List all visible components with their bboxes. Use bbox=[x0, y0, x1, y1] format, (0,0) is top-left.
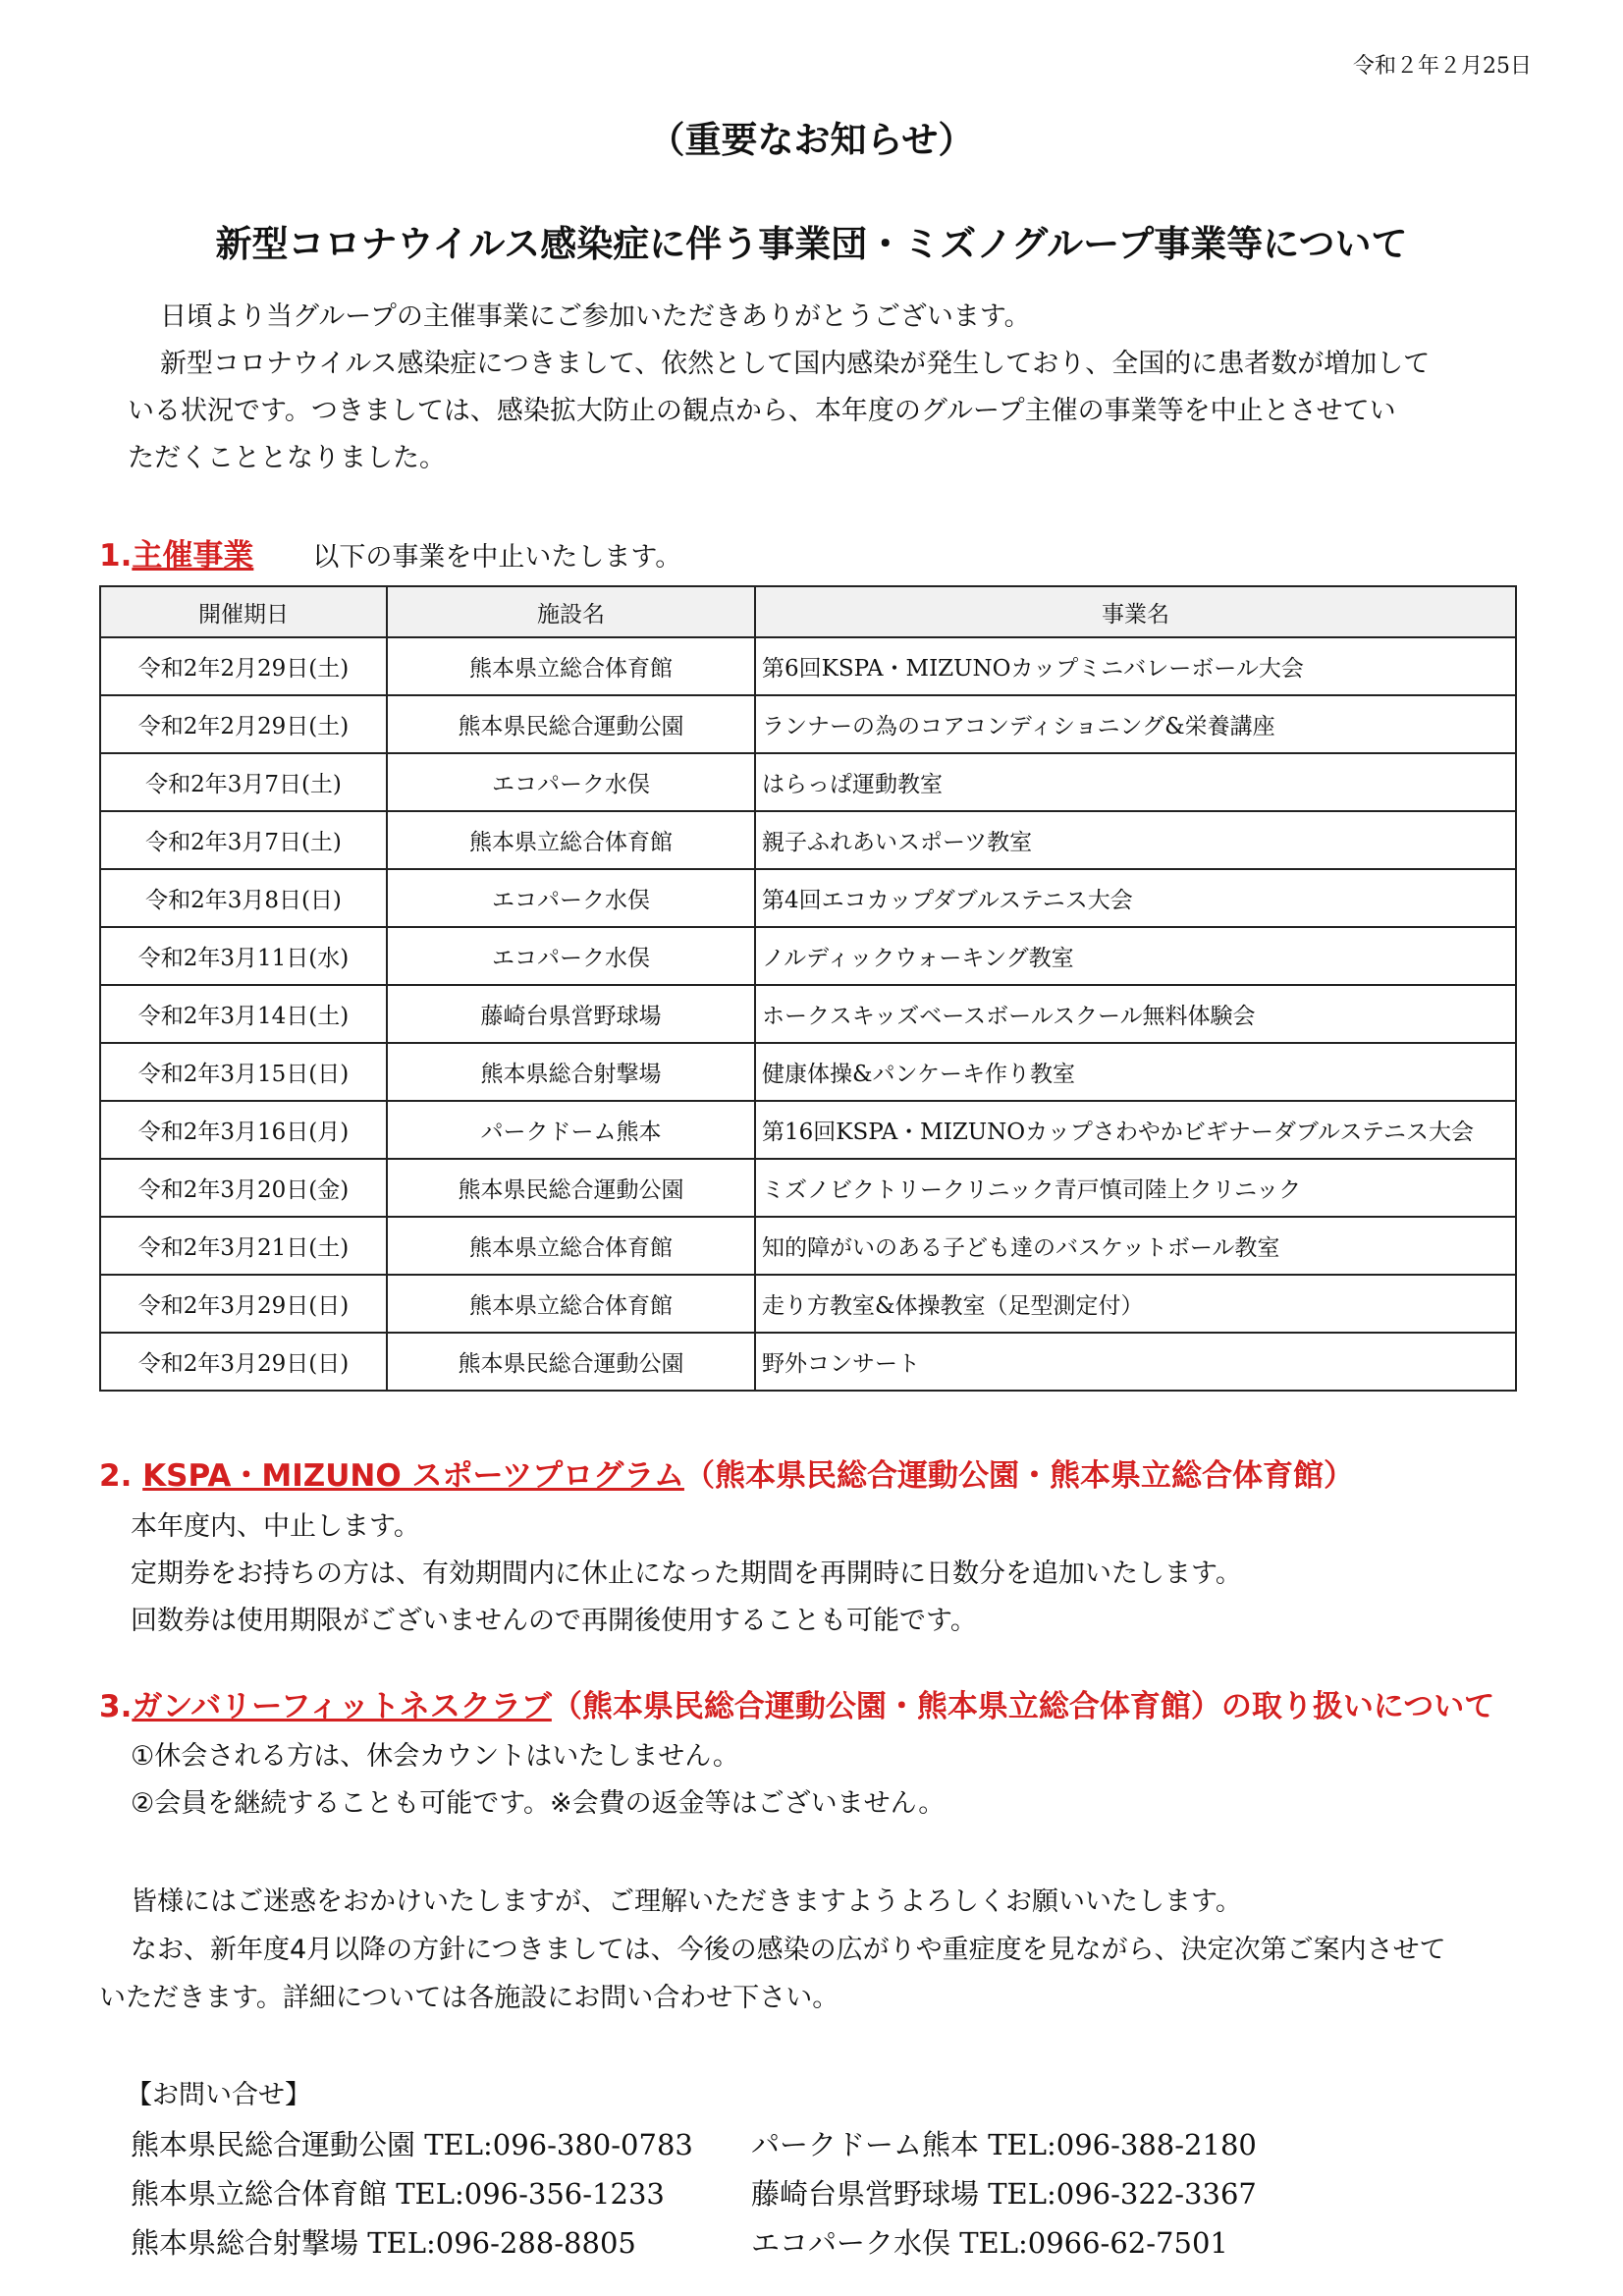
table-row bbox=[100, 1043, 1516, 1101]
cell-facility: 熊本県総合射撃場 bbox=[387, 1043, 755, 1101]
contact-entry: 熊本県立総合体育館 TEL:096-356-1233 bbox=[131, 2177, 665, 2211]
cell-date: 令和2年3月29日(日) bbox=[100, 1333, 387, 1391]
table-row bbox=[100, 811, 1516, 869]
table-row bbox=[100, 869, 1516, 927]
cell-date: 令和2年3月7日(土) bbox=[100, 811, 387, 869]
section2-line: 本年度内、中止します。 bbox=[131, 1511, 420, 1542]
closing-line: いただきます。詳細については各施設にお問い合わせ下さい。 bbox=[99, 1983, 839, 2013]
cell-event: ランナーの為のコアコンディショニング&栄養講座 bbox=[755, 695, 1516, 753]
cell-facility: 熊本県民総合運動公園 bbox=[387, 1333, 755, 1391]
closing-line: 皆様にはご迷惑をおかけいたしますが、ご理解いただきますようよろしくお願いいたします。 bbox=[131, 1886, 1242, 1917]
cell-event: 知的障がいのある子ども達のバスケットボール教室 bbox=[755, 1217, 1516, 1275]
cell-facility: 藤崎台県営野球場 bbox=[387, 985, 755, 1043]
contact-entry: エコパーク水俣 TEL:0966-62-7501 bbox=[751, 2226, 1228, 2260]
header-event: 事業名 bbox=[755, 586, 1516, 637]
cell-event: ノルディックウォーキング教室 bbox=[755, 927, 1516, 985]
cell-facility: 熊本県立総合体育館 bbox=[387, 811, 755, 869]
cell-event: ミズノビクトリークリニック青戸慎司陸上クリニック bbox=[755, 1159, 1516, 1217]
cell-event: ホークスキッズベースボールスクール無料体験会 bbox=[755, 985, 1516, 1043]
section3-title: ガンバリーフィットネスクラブ bbox=[132, 1689, 552, 1724]
cell-event: 第4回エコカップダブルステニス大会 bbox=[755, 869, 1516, 927]
cell-facility: エコパーク水俣 bbox=[387, 869, 755, 927]
closing-line: なお、新年度4月以降の方針につきましては、今後の感染の広がりや重症度を見ながら、決定次第ご案内させて bbox=[131, 1935, 1446, 1965]
table-row bbox=[100, 1101, 1516, 1159]
cell-event: 野外コンサート bbox=[755, 1333, 1516, 1391]
notice-title: （重要なお知らせ） bbox=[648, 119, 975, 161]
cell-date: 令和2年3月8日(日) bbox=[100, 869, 387, 927]
cell-event: 第6回KSPA・MIZUNOカップミニバレーボール大会 bbox=[755, 637, 1516, 695]
section1-number: 1. bbox=[99, 538, 133, 574]
cell-event: 走り方教室&体操教室（足型測定付） bbox=[755, 1275, 1516, 1333]
headline: 新型コロナウイルス感染症に伴う事業団・ミズノグループ事業等について bbox=[215, 223, 1408, 265]
table-row bbox=[100, 927, 1516, 985]
cell-event: 第16回KSPA・MIZUNOカップさわやかビギナーダブルステニス大会 bbox=[755, 1101, 1516, 1159]
intro-line: 新型コロナウイルス感染症につきまして、依然として国内感染が発生しており、全国的に患者数が増加して bbox=[160, 349, 1431, 379]
section2-heading bbox=[99, 1450, 1354, 1495]
table-row bbox=[100, 1333, 1516, 1391]
section3-number: 3. bbox=[99, 1689, 133, 1724]
cell-event: はらっぱ運動教室 bbox=[755, 753, 1516, 811]
cell-date: 令和2年3月14日(土) bbox=[100, 985, 387, 1043]
cell-date: 令和2年2月29日(土) bbox=[100, 637, 387, 695]
section1-note: 以下の事業を中止いたします。 bbox=[312, 542, 682, 573]
contact-entry: 熊本県総合射撃場 TEL:096-288-8805 bbox=[131, 2226, 636, 2260]
intro-line: いる状況です。つきましては、感染拡大防止の観点から、本年度のグループ主催の事業等を中止とさせてい bbox=[128, 396, 1396, 426]
cell-date: 令和2年3月11日(水) bbox=[100, 927, 387, 985]
table-row bbox=[100, 985, 1516, 1043]
cell-facility: 熊本県立総合体育館 bbox=[387, 1275, 755, 1333]
cell-date: 令和2年3月16日(月) bbox=[100, 1101, 387, 1159]
header-date: 開催期日 bbox=[100, 586, 387, 637]
table-row bbox=[100, 695, 1516, 753]
intro-line: ただくこととなりました。 bbox=[128, 443, 446, 473]
section3-line: ①休会される方は、休会カウントはいたしません。 bbox=[131, 1741, 739, 1772]
table-header-row bbox=[100, 586, 1516, 637]
cell-event: 健康体操&パンケーキ作り教室 bbox=[755, 1043, 1516, 1101]
contact-entry: 藤崎台県営野球場 TEL:096-322-3367 bbox=[751, 2177, 1257, 2211]
intro-line: 日頃より当グループの主催事業にご参加いただきありがとうございます。 bbox=[160, 301, 1031, 332]
table-row bbox=[100, 753, 1516, 811]
cell-facility: 熊本県立総合体育館 bbox=[387, 1217, 755, 1275]
cell-event: 親子ふれあいスポーツ教室 bbox=[755, 811, 1516, 869]
section1-title: 主催事業 bbox=[132, 538, 254, 574]
contact-heading: 【お問い合せ】 bbox=[126, 2080, 311, 2110]
cell-date: 令和2年3月29日(日) bbox=[100, 1275, 387, 1333]
cell-date: 令和2年3月20日(金) bbox=[100, 1159, 387, 1217]
cell-facility: エコパーク水俣 bbox=[387, 927, 755, 985]
cell-facility: エコパーク水俣 bbox=[387, 753, 755, 811]
contact-entry: パークドーム熊本 TEL:096-388-2180 bbox=[751, 2128, 1257, 2161]
cell-facility: 熊本県民総合運動公園 bbox=[387, 695, 755, 753]
section2-title: KSPA・MIZUNO スポーツプログラム bbox=[142, 1458, 684, 1494]
section2-subtitle: （熊本県民総合運動公園・熊本県立総合体育館） bbox=[683, 1458, 1354, 1494]
section3-line: ②会員を継続することも可能です。※会費の返金等はございません。 bbox=[131, 1788, 946, 1819]
cell-facility: 熊本県立総合体育館 bbox=[387, 637, 755, 695]
section2-line: 定期券をお持ちの方は、有効期間内に休止になった期間を再開時に日数分を追加いたします。 bbox=[131, 1558, 1242, 1589]
section3-heading bbox=[99, 1681, 1494, 1725]
document-date: 令和２年２月25日 bbox=[1353, 54, 1532, 79]
section1-heading bbox=[99, 530, 681, 574]
table-row bbox=[100, 1275, 1516, 1333]
cell-facility: パークドーム熊本 bbox=[387, 1101, 755, 1159]
cell-date: 令和2年3月7日(土) bbox=[100, 753, 387, 811]
section2-number: 2. bbox=[99, 1458, 133, 1494]
section3-subtitle: （熊本県民総合運動公園・熊本県立総合体育館）の取り扱いについて bbox=[551, 1689, 1495, 1724]
header-facility: 施設名 bbox=[387, 586, 755, 637]
table-row bbox=[100, 637, 1516, 695]
cell-date: 令和2年3月15日(日) bbox=[100, 1043, 387, 1101]
table-row bbox=[100, 1159, 1516, 1217]
table-row bbox=[100, 1217, 1516, 1275]
events-table bbox=[99, 585, 1517, 1392]
cell-date: 令和2年2月29日(土) bbox=[100, 695, 387, 753]
section2-line: 回数券は使用期限がございませんので再開後使用することも可能です。 bbox=[131, 1606, 977, 1636]
cell-date: 令和2年3月21日(土) bbox=[100, 1217, 387, 1275]
contact-entry: 熊本県民総合運動公園 TEL:096-380-0783 bbox=[131, 2128, 693, 2161]
cell-facility: 熊本県民総合運動公園 bbox=[387, 1159, 755, 1217]
